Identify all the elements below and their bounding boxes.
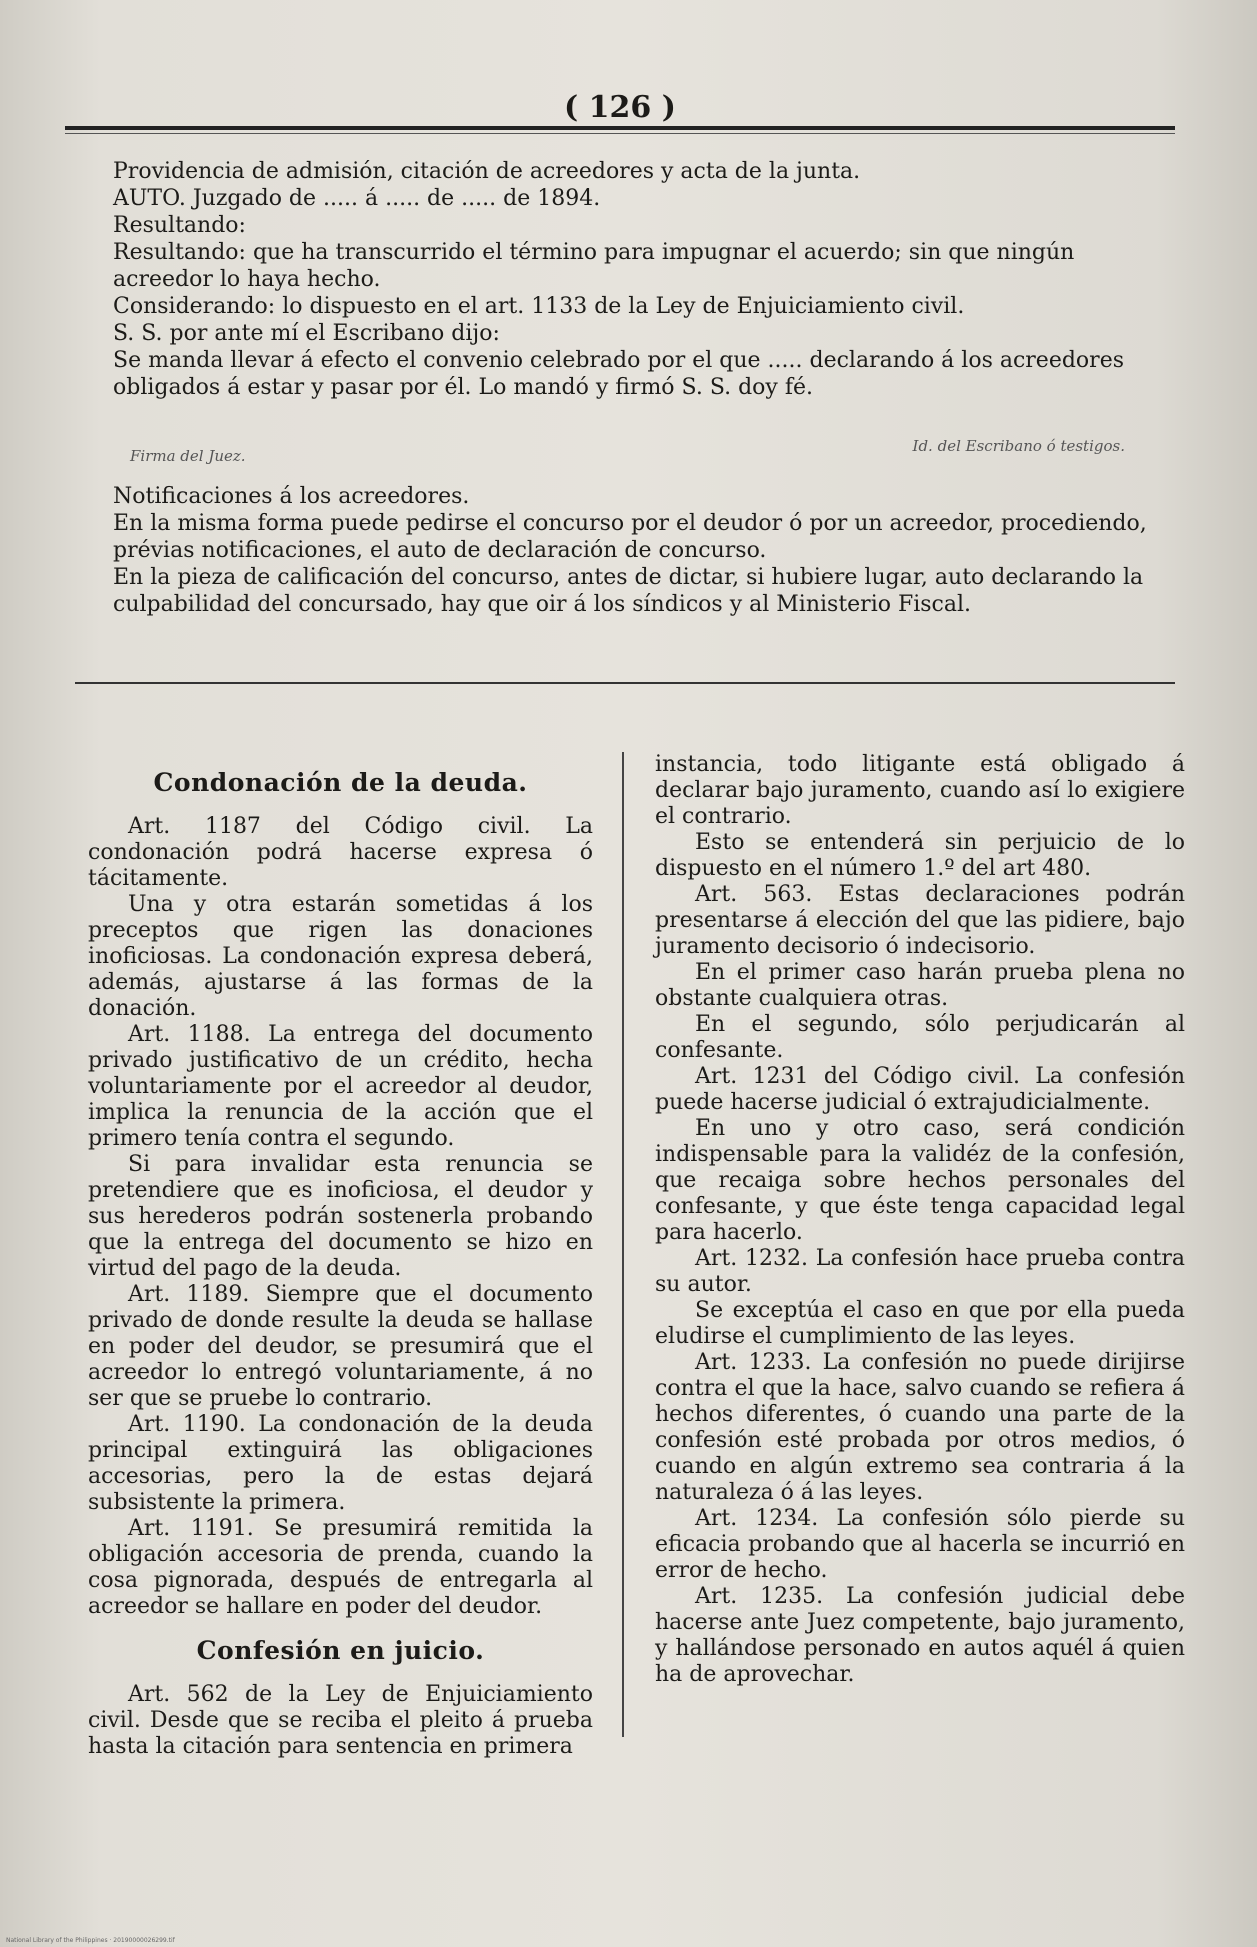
note-line: Notificaciones á los acreedores. — [113, 484, 470, 509]
paragraph: Si para invalidar esta renuncia se pretendiere que es inoficiosa, el deudor y sus herederos podrán sostenerla probando que la entrega del documento se hizo en virtud del pago de la deuda. — [88, 1152, 593, 1281]
top-section — [65, 158, 1180, 618]
paragraph: Art. 1191. Se presumirá remitida la obligación accesoria de prenda, cuando la cosa pignorada, después de entregarla al acreedor se hallare en poder del deudor. — [88, 1516, 593, 1619]
paragraph: Art. 1190. La condonación de la deuda principal extinguirá las obligaciones accesorias, pero la de estas dejará subsistente la primera. — [88, 1412, 593, 1515]
scan-footer: National Library of the Philippines · 20190000026299.tif — [6, 1937, 175, 1944]
paragraph: Art. 562 de la Ley de Enjuiciamiento civil. Desde que se reciba el pleito á prueba hasta la citación para sentencia en primera — [88, 1682, 593, 1759]
heading-condonacion: Condonación de la deuda. — [153, 768, 528, 797]
paragraph: Art. 563. Estas declaraciones podrán presentarse á elección del que las pidiere, bajo juramento decisorio ó indecisorio. — [655, 882, 1185, 959]
paragraph: Art. 1235. La confesión judicial debe hacerse ante Juez competente, bajo juramento, y hallándose personado en autos aquél á quien ha de aprovechar. — [655, 1584, 1185, 1687]
top-line: Se manda llevar á efecto el convenio celebrado por el que ..... declarando á los acreedores obligados á estar y pasar por él. Lo mandó y firmó S. S. doy fé. — [113, 348, 1125, 400]
signature-row — [65, 423, 1180, 483]
paragraph: Art. 1233. La confesión no puede dirijirse contra el que la hace, salvo cuando se refiera á hechos diferentes, ó cuando una parte de la confesión esté probada por otros medios, ó cuando en algún extremo sea contraria á la naturaleza ó á las leyes. — [655, 1350, 1185, 1505]
paragraph: En el segundo, sólo perjudicarán al confesante. — [655, 1012, 1185, 1063]
paragraph: instancia, todo litigante está obligado á declarar bajo juramento, cuando así lo exigiere el contrario. — [655, 752, 1185, 829]
header-rule — [65, 126, 1175, 130]
note-line: En la pieza de calificación del concurso, antes de dictar, si hubiere lugar, auto declarando la culpabilidad del concursado, hay que oir á los síndicos y al Ministerio Fiscal. — [113, 565, 1144, 617]
right-column — [655, 752, 1185, 1688]
paragraph: En el primer caso harán prueba plena no obstante cualquiera otras. — [655, 960, 1185, 1011]
top-line: Providencia de admisión, citación de acreedores y acta de la junta. — [113, 159, 861, 184]
paragraph: Art. 1189. Siempre que el documento privado de donde resulte la deuda se hallase en poder del deudor, se presumirá que el acreedor lo entregó voluntariamente, á no ser que se pruebe lo contrario. — [88, 1282, 593, 1411]
paragraph: Art. 1187 del Código civil. La condonación podrá hacerse expresa ó tácitamente. — [88, 814, 593, 891]
paragraph: En uno y otro caso, será condición indispensable para la validéz de la confesión, que recaiga sobre hechos personales del confesante, y que éste tenga capacidad legal para hacerlo. — [655, 1116, 1185, 1245]
paragraph: Esto se entenderá sin perjuicio de lo dispuesto en el número 1.º del art 480. — [655, 830, 1185, 881]
top-line: Resultando: — [113, 213, 246, 238]
paragraph: Art. 1231 del Código civil. La confesión puede hacerse judicial ó extrajudicialmente. — [655, 1064, 1185, 1115]
top-line: AUTO. Juzgado de ..... á ..... de ..... de 1894. — [113, 186, 601, 211]
top-line: S. S. por ante mí el Escribano dijo: — [113, 321, 500, 346]
paragraph: Art. 1234. La confesión sólo pierde su eficacia probando que al hacerla se incurrió en error de hecho. — [655, 1506, 1185, 1583]
page-number: ( 126 ) — [564, 90, 676, 125]
column-divider — [622, 752, 624, 1737]
top-line: Considerando: lo dispuesto en el art. 1133 de la Ley de Enjuiciamiento civil. — [113, 294, 965, 319]
paragraph: Art. 1232. La confesión hace prueba contra su autor. — [655, 1246, 1185, 1297]
header-rule-thin — [65, 133, 1175, 134]
paragraph: Art. 1188. La entrega del documento privado justificativo de un crédito, hecha voluntariamente por el acreedor al deudor, implica la renuncia de la acción que el primero tenía contra el segundo. — [88, 1022, 593, 1151]
paragraph: Se exceptúa el caso en que por ella pueda eludirse el cumplimiento de las leyes. — [655, 1298, 1185, 1349]
top-line: Resultando: que ha transcurrido el término para impugnar el acuerdo; sin que ningún acreedor lo haya hecho. — [113, 240, 1075, 292]
signature-judge: Firma del Juez. — [130, 447, 246, 465]
note-line: En la misma forma puede pedirse el concurso por el deudor ó por un acreedor, procediendo, prévias notificaciones, el auto de declaración de concurso. — [113, 511, 1147, 563]
left-column — [88, 752, 593, 1760]
section-divider — [75, 682, 1175, 684]
paragraph: Una y otra estarán sometidas á los preceptos que rigen las donaciones inoficiosas. La condonación expresa deberá, además, ajustarse á las formas de la donación. — [88, 892, 593, 1021]
heading-confesion: Confesión en juicio. — [196, 1636, 485, 1665]
signature-clerk: Id. del Escribano ó testigos. — [912, 437, 1125, 455]
